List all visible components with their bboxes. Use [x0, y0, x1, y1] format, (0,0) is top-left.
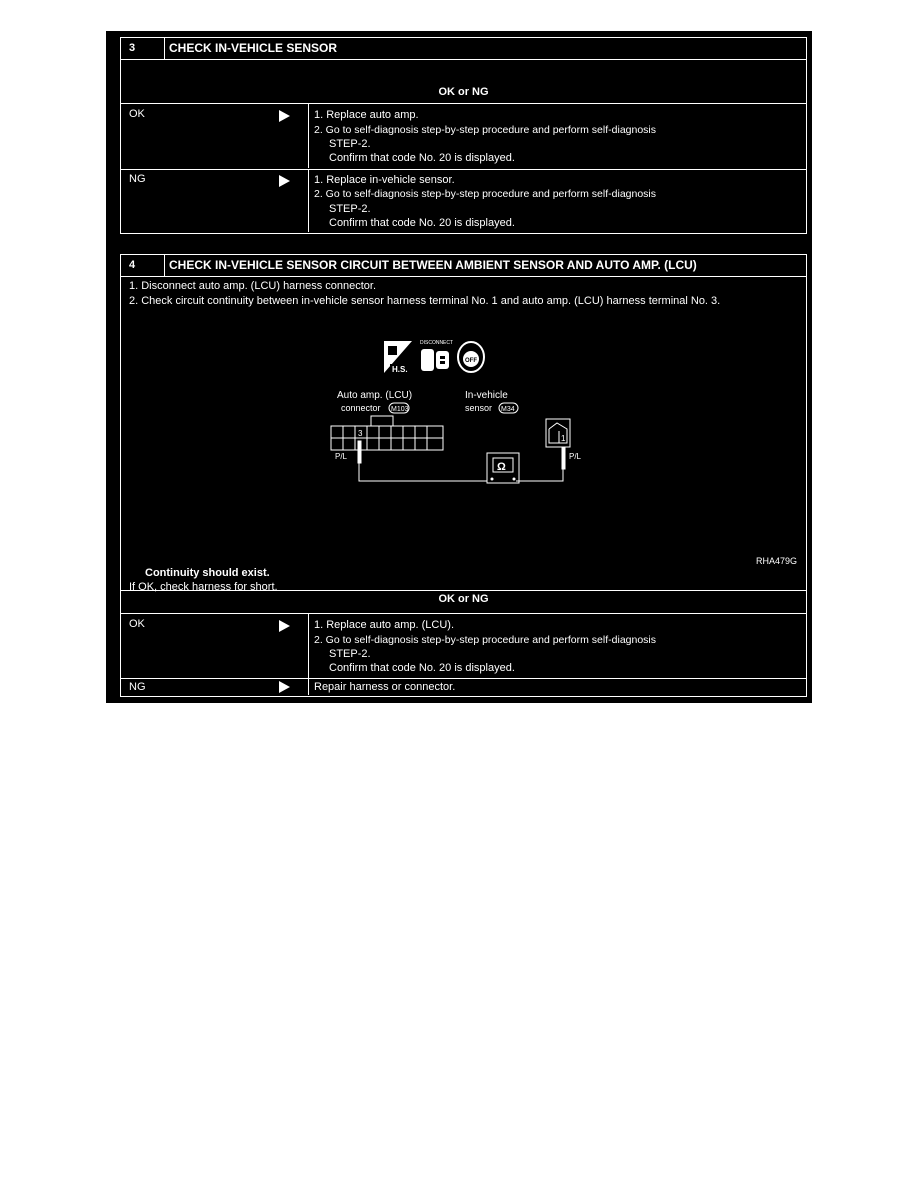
step3-body — [120, 60, 807, 104]
auto-amp-label: Auto amp. (LCU) — [337, 390, 413, 401]
step4-ng-row — [120, 679, 807, 697]
step4-ok-or-ng: OK or NG — [438, 593, 489, 605]
step4-ok-action-4: Confirm that code No. 20 is displayed. — [329, 662, 515, 674]
arrow-icon — [279, 620, 290, 632]
arrow-icon — [279, 110, 290, 122]
step3-ng-row — [120, 170, 807, 234]
sensor-connector — [546, 419, 570, 447]
hs-label: H.S. — [392, 365, 408, 374]
disconnect-icon — [420, 340, 453, 371]
step3-ok-action-3: STEP-2. — [329, 138, 371, 150]
step3-ok-action-1: 1. Replace auto amp. — [314, 109, 419, 121]
off-label: OFF — [465, 358, 477, 364]
step4-ok-action-2: 2. Go to self-diagnosis step-by-step procedure and perform self-diagnosis — [314, 634, 657, 646]
continuity-diagram — [321, 337, 641, 537]
step3-ok-label: OK — [129, 108, 145, 120]
arrow-icon — [279, 175, 290, 187]
step4-ok-action-1: 1. Replace auto amp. (LCU). — [314, 619, 455, 631]
result-note: If OK, check harness for short. — [129, 581, 278, 593]
step4-ok-row — [120, 613, 807, 679]
ohmmeter-icon: Ω — [497, 461, 506, 473]
right-terminal-number: 1 — [561, 434, 566, 443]
manual-page — [106, 31, 812, 703]
step3-title: CHECK IN-VEHICLE SENSOR — [169, 41, 338, 55]
figure-code: RHA479G — [756, 556, 798, 566]
step4-body — [120, 277, 807, 591]
result-bold: Continuity should exist. — [145, 567, 270, 579]
step4-ok-label: OK — [129, 618, 145, 630]
test-leads — [358, 441, 565, 483]
step3-ng-action-2: 2. Go to self-diagnosis step-by-step procedure and perform self-diagnosis — [314, 188, 657, 200]
ignition-off-icon — [458, 342, 484, 372]
step3-header — [120, 37, 807, 60]
step3-ok-or-ng: OK or NG — [438, 86, 489, 98]
step4-instruction-1: 1. Disconnect auto amp. (LCU) harness connector. — [129, 280, 377, 292]
step4-ng-action-1: Repair harness or connector. — [314, 681, 456, 693]
auto-amp-connector — [331, 416, 443, 450]
right-wire-color: P/L — [569, 452, 582, 461]
step3-ng-action-1: 1. Replace in-vehicle sensor. — [314, 174, 455, 186]
step3-ng-action-3: STEP-2. — [329, 203, 371, 215]
connector-label: connector — [341, 403, 381, 413]
right-connector-id: M34 — [501, 406, 515, 413]
arrow-icon — [279, 681, 290, 693]
step3-ok-action-4: Confirm that code No. 20 is displayed. — [329, 152, 515, 164]
step4-decision — [120, 591, 807, 613]
step4-header — [120, 254, 807, 277]
step4-ng-label: NG — [129, 681, 146, 693]
step4-instruction-2: 2. Check circuit continuity between in-vehicle sensor harness terminal No. 1 and auto amp. (LCU) harness terminal No. 3. — [129, 295, 721, 307]
step4-title: CHECK IN-VEHICLE SENSOR CIRCUIT BETWEEN AMBIENT SENSOR AND AUTO AMP. (LCU) — [169, 258, 697, 272]
left-wire-color: P/L — [335, 452, 348, 461]
step4-number: 4 — [129, 259, 136, 271]
in-vehicle-label: In-vehicle — [465, 390, 508, 401]
left-terminal-number: 3 — [358, 429, 363, 438]
step3-number: 3 — [129, 42, 136, 54]
step3-ok-action-2: 2. Go to self-diagnosis step-by-step procedure and perform self-diagnosis — [314, 124, 657, 136]
step3-ng-label: NG — [129, 173, 146, 185]
harness-side-icon — [384, 341, 412, 374]
step3-ok-row — [120, 104, 807, 170]
step4-ok-action-3: STEP-2. — [329, 648, 371, 660]
disconnect-label: DISCONNECT — [420, 340, 454, 346]
left-connector-id: M103 — [391, 406, 409, 413]
sensor-label: sensor — [465, 403, 493, 413]
step3-ng-action-4: Confirm that code No. 20 is displayed. — [329, 217, 515, 229]
